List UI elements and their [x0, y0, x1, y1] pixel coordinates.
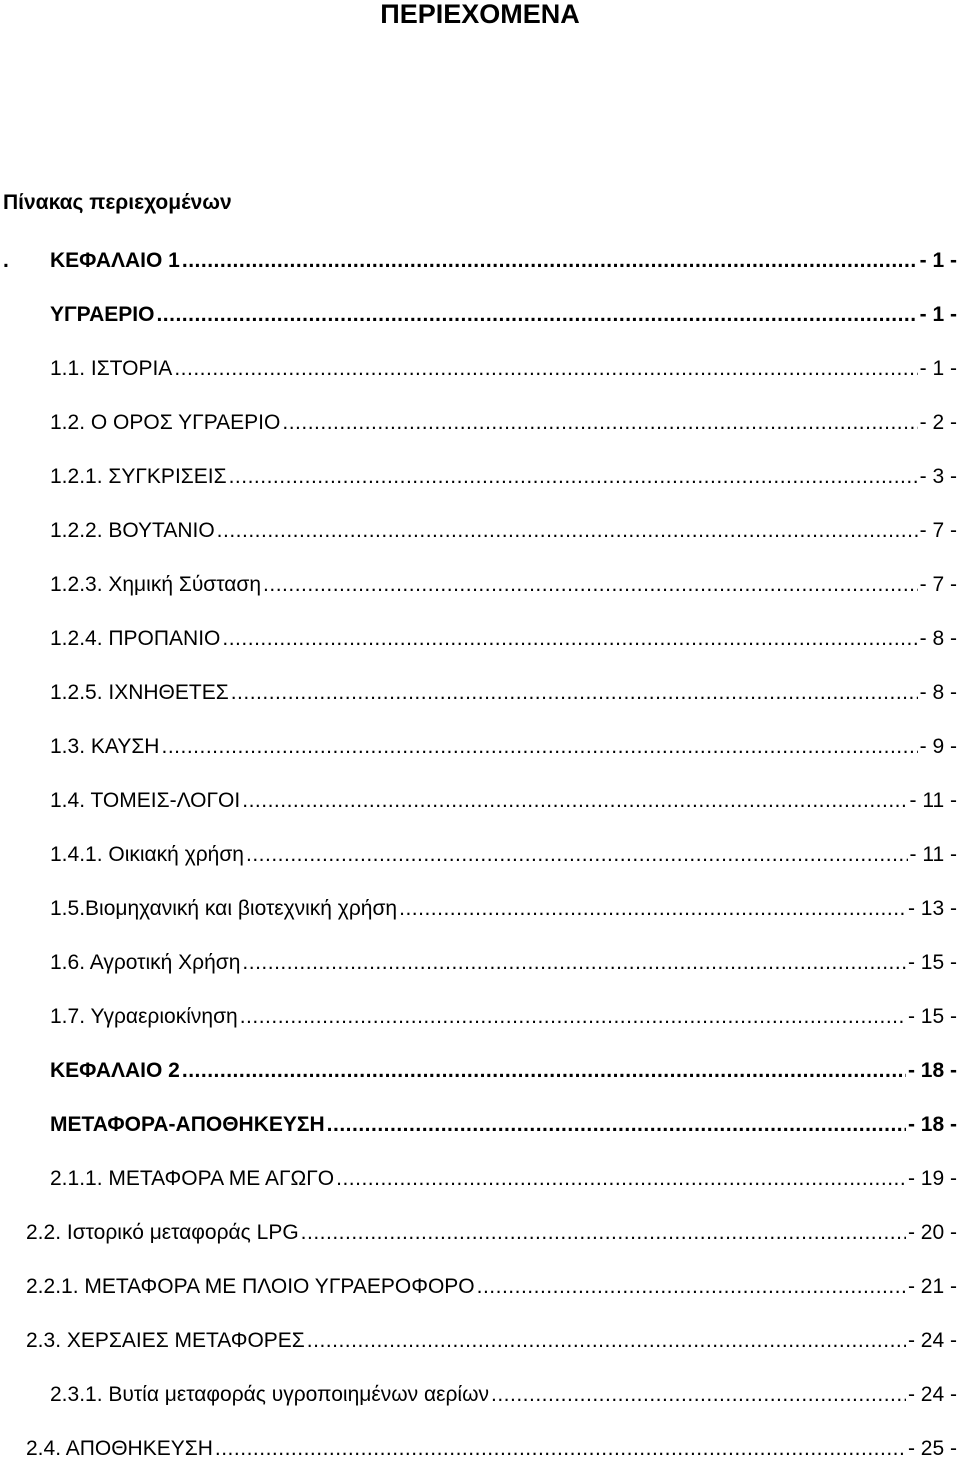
toc-leader — [222, 624, 917, 654]
toc-entry[interactable] — [0, 450, 960, 504]
toc-leader — [242, 786, 907, 816]
toc-entry-page: - 24 - — [907, 1383, 957, 1406]
toc-entry-label: 1.2.4. ΠΡΟΠΑΝΙΟ — [50, 627, 221, 650]
toc-entry-label: 2.3. ΧΕΡΣΑΙΕΣ ΜΕΤΑΦΟΡΕΣ — [26, 1329, 305, 1352]
toc-entry[interactable] — [0, 288, 960, 342]
toc-entry-page: - 3 - — [919, 465, 957, 488]
toc-leader — [491, 1380, 906, 1410]
toc-entry-label: 1.5.Βιομηχανική και βιοτεχνική χρήση — [50, 897, 398, 920]
toc-heading: Πίνακας περιεχομένων — [3, 191, 232, 214]
toc-entry[interactable] — [0, 666, 960, 720]
toc-entry-label: 1.6. Αγροτική Χρήση — [50, 951, 241, 974]
toc-leader — [156, 300, 917, 330]
toc-entry-label: ΥΓΡΑΕΡΙΟ — [50, 303, 155, 326]
toc-leader — [217, 516, 918, 546]
toc-leader — [174, 354, 917, 384]
toc-entry-page: - 18 - — [907, 1059, 957, 1082]
toc-leader — [240, 1002, 906, 1032]
toc-entry-label: ΜΕΤΑΦΟΡΑ-ΑΠΟΘΗΚΕΥΣΗ — [50, 1113, 325, 1136]
toc-entry-page: - 8 - — [919, 627, 957, 650]
toc-entry-label: ΚΕΦΑΛΑΙΟ 2 — [50, 1059, 180, 1082]
toc-entry[interactable] — [0, 828, 960, 882]
toc-entry-label: 1.2.2. ΒΟΥΤΑΝΙΟ — [50, 519, 215, 542]
toc-entry-page: - 13 - — [907, 897, 957, 920]
toc-entry[interactable] — [0, 396, 960, 450]
toc-entry-label: 1.2.5. ΙΧΝΗΘΕΤΕΣ — [50, 681, 229, 704]
toc-entry-label: 1.4.1. Οικιακή χρήση — [50, 843, 244, 866]
toc-entry[interactable] — [0, 558, 960, 612]
toc-entry[interactable] — [0, 234, 960, 288]
toc-entry-page: - 1 - — [919, 357, 957, 380]
toc-entry-page: - 2 - — [919, 411, 957, 434]
toc-entry[interactable] — [0, 936, 960, 990]
toc-leader — [399, 894, 906, 924]
toc-entry-page: - 24 - — [907, 1329, 957, 1352]
toc-entry[interactable] — [0, 1368, 960, 1422]
toc-entry-prefix: . — [3, 249, 9, 272]
toc-leader — [182, 1056, 906, 1086]
toc-entry[interactable] — [0, 990, 960, 1044]
toc-leader — [229, 462, 918, 492]
toc-entry-label: 1.2.3. Χημική Σύσταση — [50, 573, 262, 596]
toc-entry-page: - 1 - — [919, 303, 957, 326]
toc-entry-label: 2.2. Ιστορικό μεταφοράς LPG — [26, 1221, 299, 1244]
toc-entry-label: 1.2. Ο ΟΡΟΣ ΥΓΡΑΕΡΙΟ — [50, 411, 281, 434]
toc-entry[interactable] — [0, 882, 960, 936]
toc-entry-page: - 19 - — [907, 1167, 957, 1190]
toc-entry-page: - 9 - — [919, 735, 957, 758]
page-title: ΠΕΡΙΕΧΟΜΕΝΑ — [380, 0, 580, 29]
toc-entry-label: ΚΕΦΑΛΑΙΟ 1 — [50, 249, 180, 272]
toc-entry-page: - 11 - — [909, 843, 957, 866]
toc-entry[interactable] — [0, 1044, 960, 1098]
toc-entry-page: - 8 - — [919, 681, 957, 704]
toc-entry-label: 2.3.1. Βυτία μεταφοράς υγροποιημένων αερίων — [50, 1383, 489, 1406]
toc-leader — [336, 1164, 906, 1194]
toc-entry[interactable] — [0, 720, 960, 774]
toc-entry[interactable] — [0, 1206, 960, 1260]
toc-entry[interactable] — [0, 774, 960, 828]
toc-leader — [161, 732, 917, 762]
toc-entry-label: 2.1.1. ΜΕΤΑΦΟΡΑ ΜΕ ΑΓΩΓΟ — [50, 1167, 335, 1190]
toc-entry-page: - 15 - — [907, 951, 957, 974]
toc-leader — [246, 840, 908, 870]
toc-leader — [301, 1218, 906, 1248]
toc-leader — [231, 678, 918, 708]
toc-entry-page: - 18 - — [907, 1113, 957, 1136]
toc-leader — [477, 1272, 906, 1302]
toc-entry[interactable] — [0, 342, 960, 396]
toc-entry[interactable] — [0, 1260, 960, 1314]
toc-entry-page: - 15 - — [907, 1005, 957, 1028]
toc-entry[interactable] — [0, 504, 960, 558]
toc-leader — [242, 948, 906, 978]
toc-leader — [307, 1326, 906, 1356]
toc-entry-label: 1.7. Υγραεριοκίνηση — [50, 1005, 238, 1028]
toc-leader — [215, 1434, 906, 1464]
toc-entry-label: 1.4. ΤΟΜΕΙΣ-ΛΟΓΟΙ — [50, 789, 241, 812]
toc-entry[interactable] — [0, 1152, 960, 1206]
toc-entry-page: - 7 - — [919, 519, 957, 542]
toc-leader — [327, 1110, 906, 1140]
toc-entry-page: - 7 - — [919, 573, 957, 596]
toc-entry-label: 2.2.1. ΜΕΤΑΦΟΡΑ ΜΕ ΠΛΟΙΟ ΥΓΡΑΕΡΟΦΟΡΟ — [26, 1275, 475, 1298]
toc-entry-page: - 11 - — [909, 789, 957, 812]
toc-entry[interactable] — [0, 612, 960, 666]
toc-entry[interactable] — [0, 1098, 960, 1152]
toc-entry-label: 1.1. ΙΣΤΟΡΙΑ — [50, 357, 173, 380]
table-of-contents — [0, 234, 960, 1476]
toc-entry[interactable] — [0, 1314, 960, 1368]
toc-entry-page: - 21 - — [907, 1275, 957, 1298]
toc-entry-label: 2.4. ΑΠΟΘΗΚΕΥΣΗ — [26, 1437, 213, 1460]
toc-entry[interactable] — [0, 1422, 960, 1476]
toc-leader — [282, 408, 917, 438]
toc-leader — [263, 570, 918, 600]
toc-entry-label: 1.2.1. ΣΥΓΚΡΙΣΕΙΣ — [50, 465, 227, 488]
toc-entry-page: - 20 - — [907, 1221, 957, 1244]
toc-entry-label: 1.3. ΚΑΥΣΗ — [50, 735, 160, 758]
toc-entry-page: - 25 - — [907, 1437, 957, 1460]
toc-leader — [182, 246, 918, 276]
toc-entry-page: - 1 - — [919, 249, 957, 272]
